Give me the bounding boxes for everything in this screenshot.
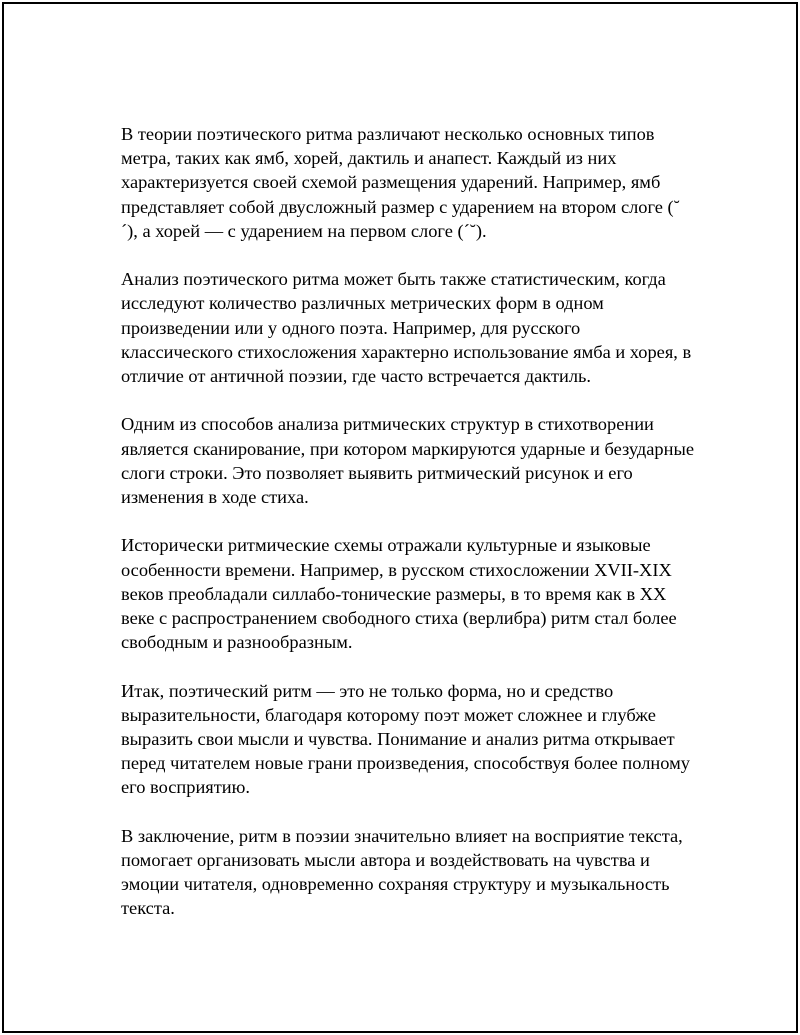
page-frame — [2, 2, 798, 1033]
paragraph-statistical-analysis: Анализ поэтического ритма может быть также статистическим, когда исследуют количество различных метрических форм в одном произведении или у одного поэта. Например, для русского классического стихосложения характерно использование ямба и хорея, в отличие от античной поэзии, где часто встречается дактиль. — [121, 269, 692, 387]
paragraph-scansion: Одним из способов анализа ритмических структур в стихотворении является сканирование, при котором маркируются ударные и безударные слоги строки. Это позволяет выявить ритмический рисунок и его изменения в ходе стиха. — [121, 414, 694, 508]
document-body — [121, 122, 696, 945]
paragraph-expressiveness: Итак, поэтический ритм — это не только форма, но и средство выразительности, благодаря которому поэт может сложнее и глубже выразить свои мысли и чувства. Понимание и анализ ритма открывает перед читателем новые грани произведения, способствуя более полному его восприятию. — [121, 680, 690, 798]
paragraph-history: Исторически ритмические схемы отражали культурные и языковые особенности времени. Например, в русском стихосложении XVII-XIX веков преобладали силлабо-тонические размеры, в то время как в XX веке с распространением свободного стиха (верлибра) ритм стал более свободным и разнообразным. — [121, 535, 677, 653]
paragraph-conclusion: В заключение, ритм в поэзии значительно влияет на восприятие текста, помогает организовать мысли автора и воздействовать на чувства и эмоции читателя, одновременно сохраняя структуру и музыкальность текста. — [121, 825, 683, 919]
paragraph-meter-types: В теории поэтического ритма различают несколько основных типов метра, таких как ямб, хорей, дактиль и анапест. Каждый из них характеризуется своей схемой размещения ударений. Например, ямб представляет собой двусложный размер с ударением на втором слоге (˘ ´), а хорей — с ударением на первом слоге (´˘). — [121, 124, 680, 241]
